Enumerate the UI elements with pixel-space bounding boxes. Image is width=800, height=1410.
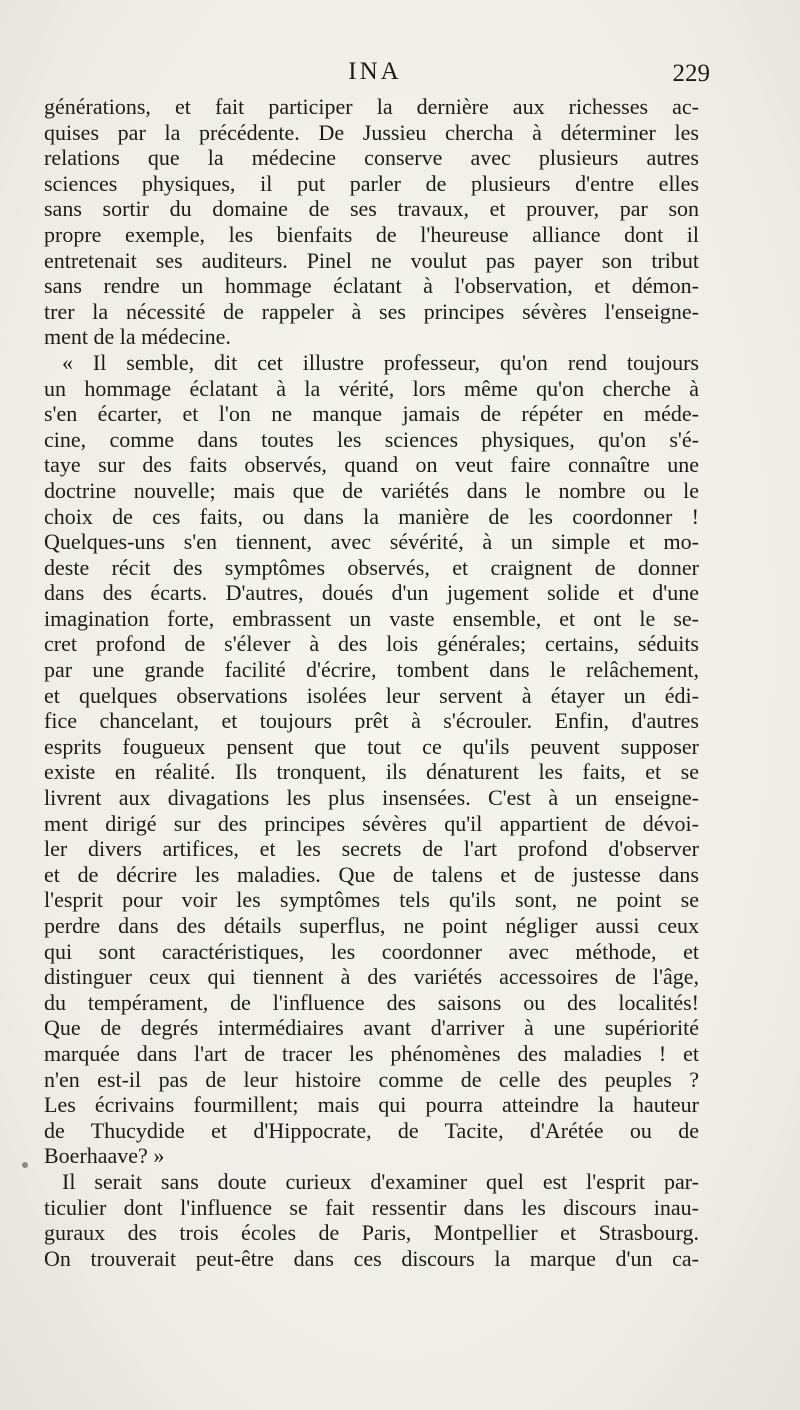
text-line: taye sur des faits observés, quand on veut faire connaître une — [44, 452, 699, 478]
text-line: générations, et fait participer la dernière aux richesses ac- — [44, 94, 699, 119]
text-line: sans sortir du domaine de ses travaux, et prouver, par son — [44, 196, 699, 222]
text-line: quises par la précédente. De Jussieu chercha à déterminer les — [44, 119, 699, 145]
text-line: Que de degrés intermédiaires avant d'arriver à une supériorité — [44, 1015, 699, 1041]
text-line: Il serait sans doute curieux d'examiner quel est l'esprit par- — [62, 1168, 699, 1194]
text-line: ment de la médecine. — [44, 324, 231, 350]
text-line: par une grande facilité d'écrire, tombent dans le relâchement, — [44, 657, 699, 683]
text-line: n'en est-il pas de leur histoire comme de celle des peuples ? — [44, 1066, 699, 1092]
page-number: 229 — [672, 60, 710, 87]
body-text — [44, 94, 699, 1271]
page-header — [40, 58, 710, 92]
text-line: ticulier dont l'influence se fait ressentir dans les discours inau- — [44, 1194, 699, 1220]
text-line: Les écrivains fourmillent; mais qui pourra atteindre la hauteur — [44, 1092, 699, 1118]
text-line: fice chancelant, et toujours prêt à s'écrouler. Enfin, d'autres — [44, 708, 699, 734]
text-line: esprits fougueux pensent que tout ce qu'ils peuvent supposer — [44, 733, 699, 759]
text-line: Boerhaave? » — [44, 1143, 165, 1169]
text-line: distinguer ceux qui tiennent à des variétés accessoires de l'âge, — [44, 964, 699, 990]
running-head: INA — [348, 58, 402, 85]
text-line: un hommage éclatant à la vérité, lors même qu'on cherche à — [44, 375, 699, 401]
text-line: perdre dans des détails superflus, ne point négliger aussi ceux — [44, 913, 699, 938]
text-line: Quelques-uns s'en tiennent, avec sévérité, à un simple et mo- — [44, 529, 699, 555]
text-line: imagination forte, embrassent un vaste ensemble, et ont le se- — [44, 605, 699, 631]
text-line: ler divers artifices, et les secrets de l'art profond d'observer — [44, 836, 699, 862]
text-line: sciences physiques, il put parler de plusieurs d'entre elles — [44, 170, 699, 196]
text-line: sans rendre un hommage éclatant à l'observation, et démon- — [44, 273, 699, 299]
text-line: existe en réalité. Ils tronquent, ils dénaturent les faits, et se — [44, 759, 699, 785]
text-line: guraux des trois écoles de Paris, Montpellier et Strasbourg. — [44, 1220, 699, 1246]
text-line: l'esprit pour voir les symptômes tels qu'ils sont, ne point se — [44, 887, 699, 913]
text-line: du tempérament, de l'influence des saisons ou des localités! — [44, 989, 699, 1015]
text-line: On trouverait peut-être dans ces discours la marque d'un ca- — [44, 1245, 699, 1271]
text-line: propre exemple, les bienfaits de l'heureuse alliance dont il — [44, 221, 699, 247]
text-line: relations que la médecine conserve avec plusieurs autres — [44, 145, 699, 171]
text-line: livrent aux divagations les plus insensées. C'est à un enseigne- — [44, 785, 699, 811]
text-line: doctrine nouvelle; mais que de variétés dans le nombre ou le — [44, 477, 699, 503]
text-line: trer la nécessité de rappeler à ses principes sévères l'enseigne- — [44, 298, 699, 324]
ink-speck — [22, 1162, 28, 1168]
text-line: « Il semble, dit cet illustre professeur, qu'on rend toujours — [62, 349, 699, 375]
text-line: cine, comme dans toutes les sciences physiques, qu'on s'é- — [44, 426, 699, 452]
text-line: et de décrire les maladies. Que de talens et de justesse dans — [44, 861, 699, 887]
text-line: ment dirigé sur des principes sévères qu'il appartient de dévoi- — [44, 810, 699, 836]
text-line: choix de ces faits, ou dans la manière de les coordonner ! — [44, 503, 699, 529]
text-line: marquée dans l'art de tracer les phénomènes des maladies ! et — [44, 1040, 699, 1066]
text-line: entretenait ses auditeurs. Pinel ne voulut pas payer son tribut — [44, 247, 699, 273]
text-line: deste récit des symptômes observés, et craignent de donner — [44, 554, 699, 580]
text-line: dans des écarts. D'autres, doués d'un jugement solide et d'une — [44, 580, 699, 606]
text-line: de Thucydide et d'Hippocrate, de Tacite, d'Arétée ou de — [44, 1117, 699, 1143]
text-line: cret profond de s'élever à des lois générales; certains, séduits — [44, 631, 699, 657]
text-line: s'en écarter, et l'on ne manque jamais de répéter en méde- — [44, 401, 699, 427]
text-line: et quelques observations isolées leur servent à étayer un édi- — [44, 682, 699, 708]
text-line: qui sont caractéristiques, les coordonner avec méthode, et — [44, 938, 699, 964]
